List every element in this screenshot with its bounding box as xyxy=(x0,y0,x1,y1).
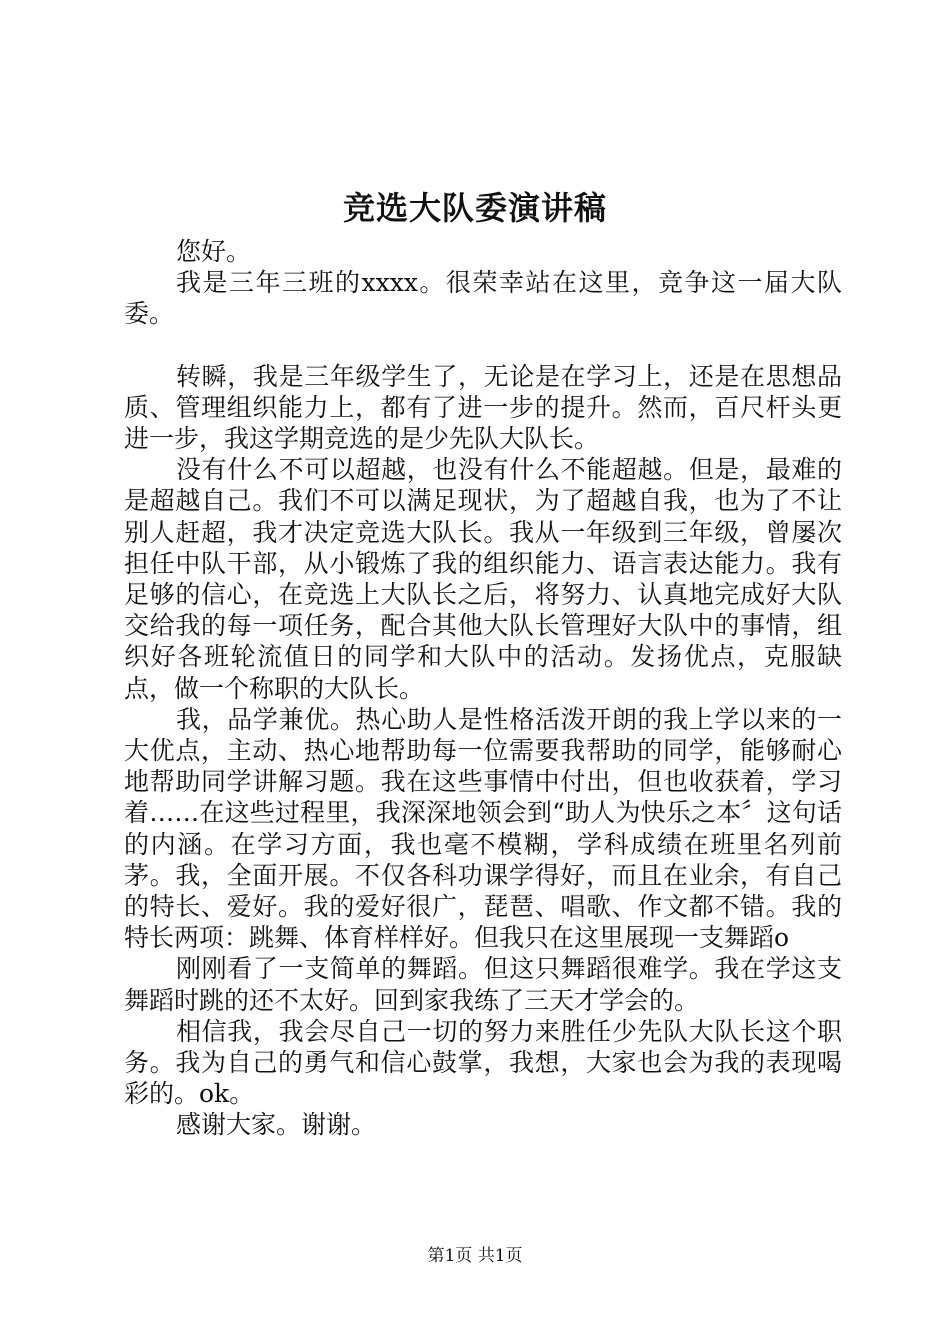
body-paragraph: 没有什么不可以超越，也没有什么不能超越。但是，最难的是超越自己。我们不可以满足现状，为了超越自我，也为了不让别人赶超，我才决定竞选大队长。我从一年级到三年级，曾屡次担任中队干部，从小锻炼了我的组织能力、语言表达能力。我有足够的信心，在竞选上大队长之后，将努力、认真地完成好大队交给我的每一项任务，配合其他大队长管理好大队中的事情，组织好各班轮流值日的同学和大队中的活动。发扬优点，克服缺点，做一个称职的大队长。 xyxy=(124,455,842,703)
document-body xyxy=(124,236,842,1141)
closing-paragraph: 感谢大家。谢谢。 xyxy=(176,1110,377,1140)
document-title: 竞选大队委演讲稿 xyxy=(342,189,607,227)
paragraph-spacer xyxy=(124,330,842,361)
body-paragraph: 我，品学兼优。热心助人是性格活泼开朗的我上学以来的一大优点，主动、热心地帮助每一位需要我帮助的同学，能够耐心地帮助同学讲解习题。我在这些事情中付出，但也收获着，学习着……在这些过程里，我深深地领会到“助人为快乐之本〞这句话的内涵。在学习方面，我也毫不模糊，学科成绩在班里名列前茅。我，全面开展。不仅各科功课学得好，而且在业余，有自己的特长、爱好。我的爱好很广，琵琶、唱歌、作文都不错。我的特长两项：跳舞、体育样样好。但我只在这里展现一支舞蹈o xyxy=(124,704,842,953)
introduction-paragraph: 我是三年三班的xxxx。很荣幸站在这里，竞争这一届大队委。 xyxy=(124,268,842,329)
body-paragraph: 相信我，我会尽自己一切的努力来胜任少先队大队长这个职务。我为自己的勇气和信心鼓掌，我想，大家也会为我的表现喝彩的。ok。 xyxy=(124,1016,842,1109)
body-paragraph: 刚刚看了一支简单的舞蹈。但这只舞蹈很难学。我在学这支舞蹈时跳的还不太好。回到家我练了三天才学会的。 xyxy=(124,954,842,1015)
body-paragraph: 转瞬，我是三年级学生了，无论是在学习上，还是在思想品质、管理组织能力上，都有了进一步的提升。然而，百尺杆头更进一步，我这学期竞选的是少先队大队长。 xyxy=(124,361,842,454)
page-number-footer: 第1页 共1页 xyxy=(427,1246,523,1266)
greeting-paragraph: 您好。 xyxy=(176,237,252,266)
